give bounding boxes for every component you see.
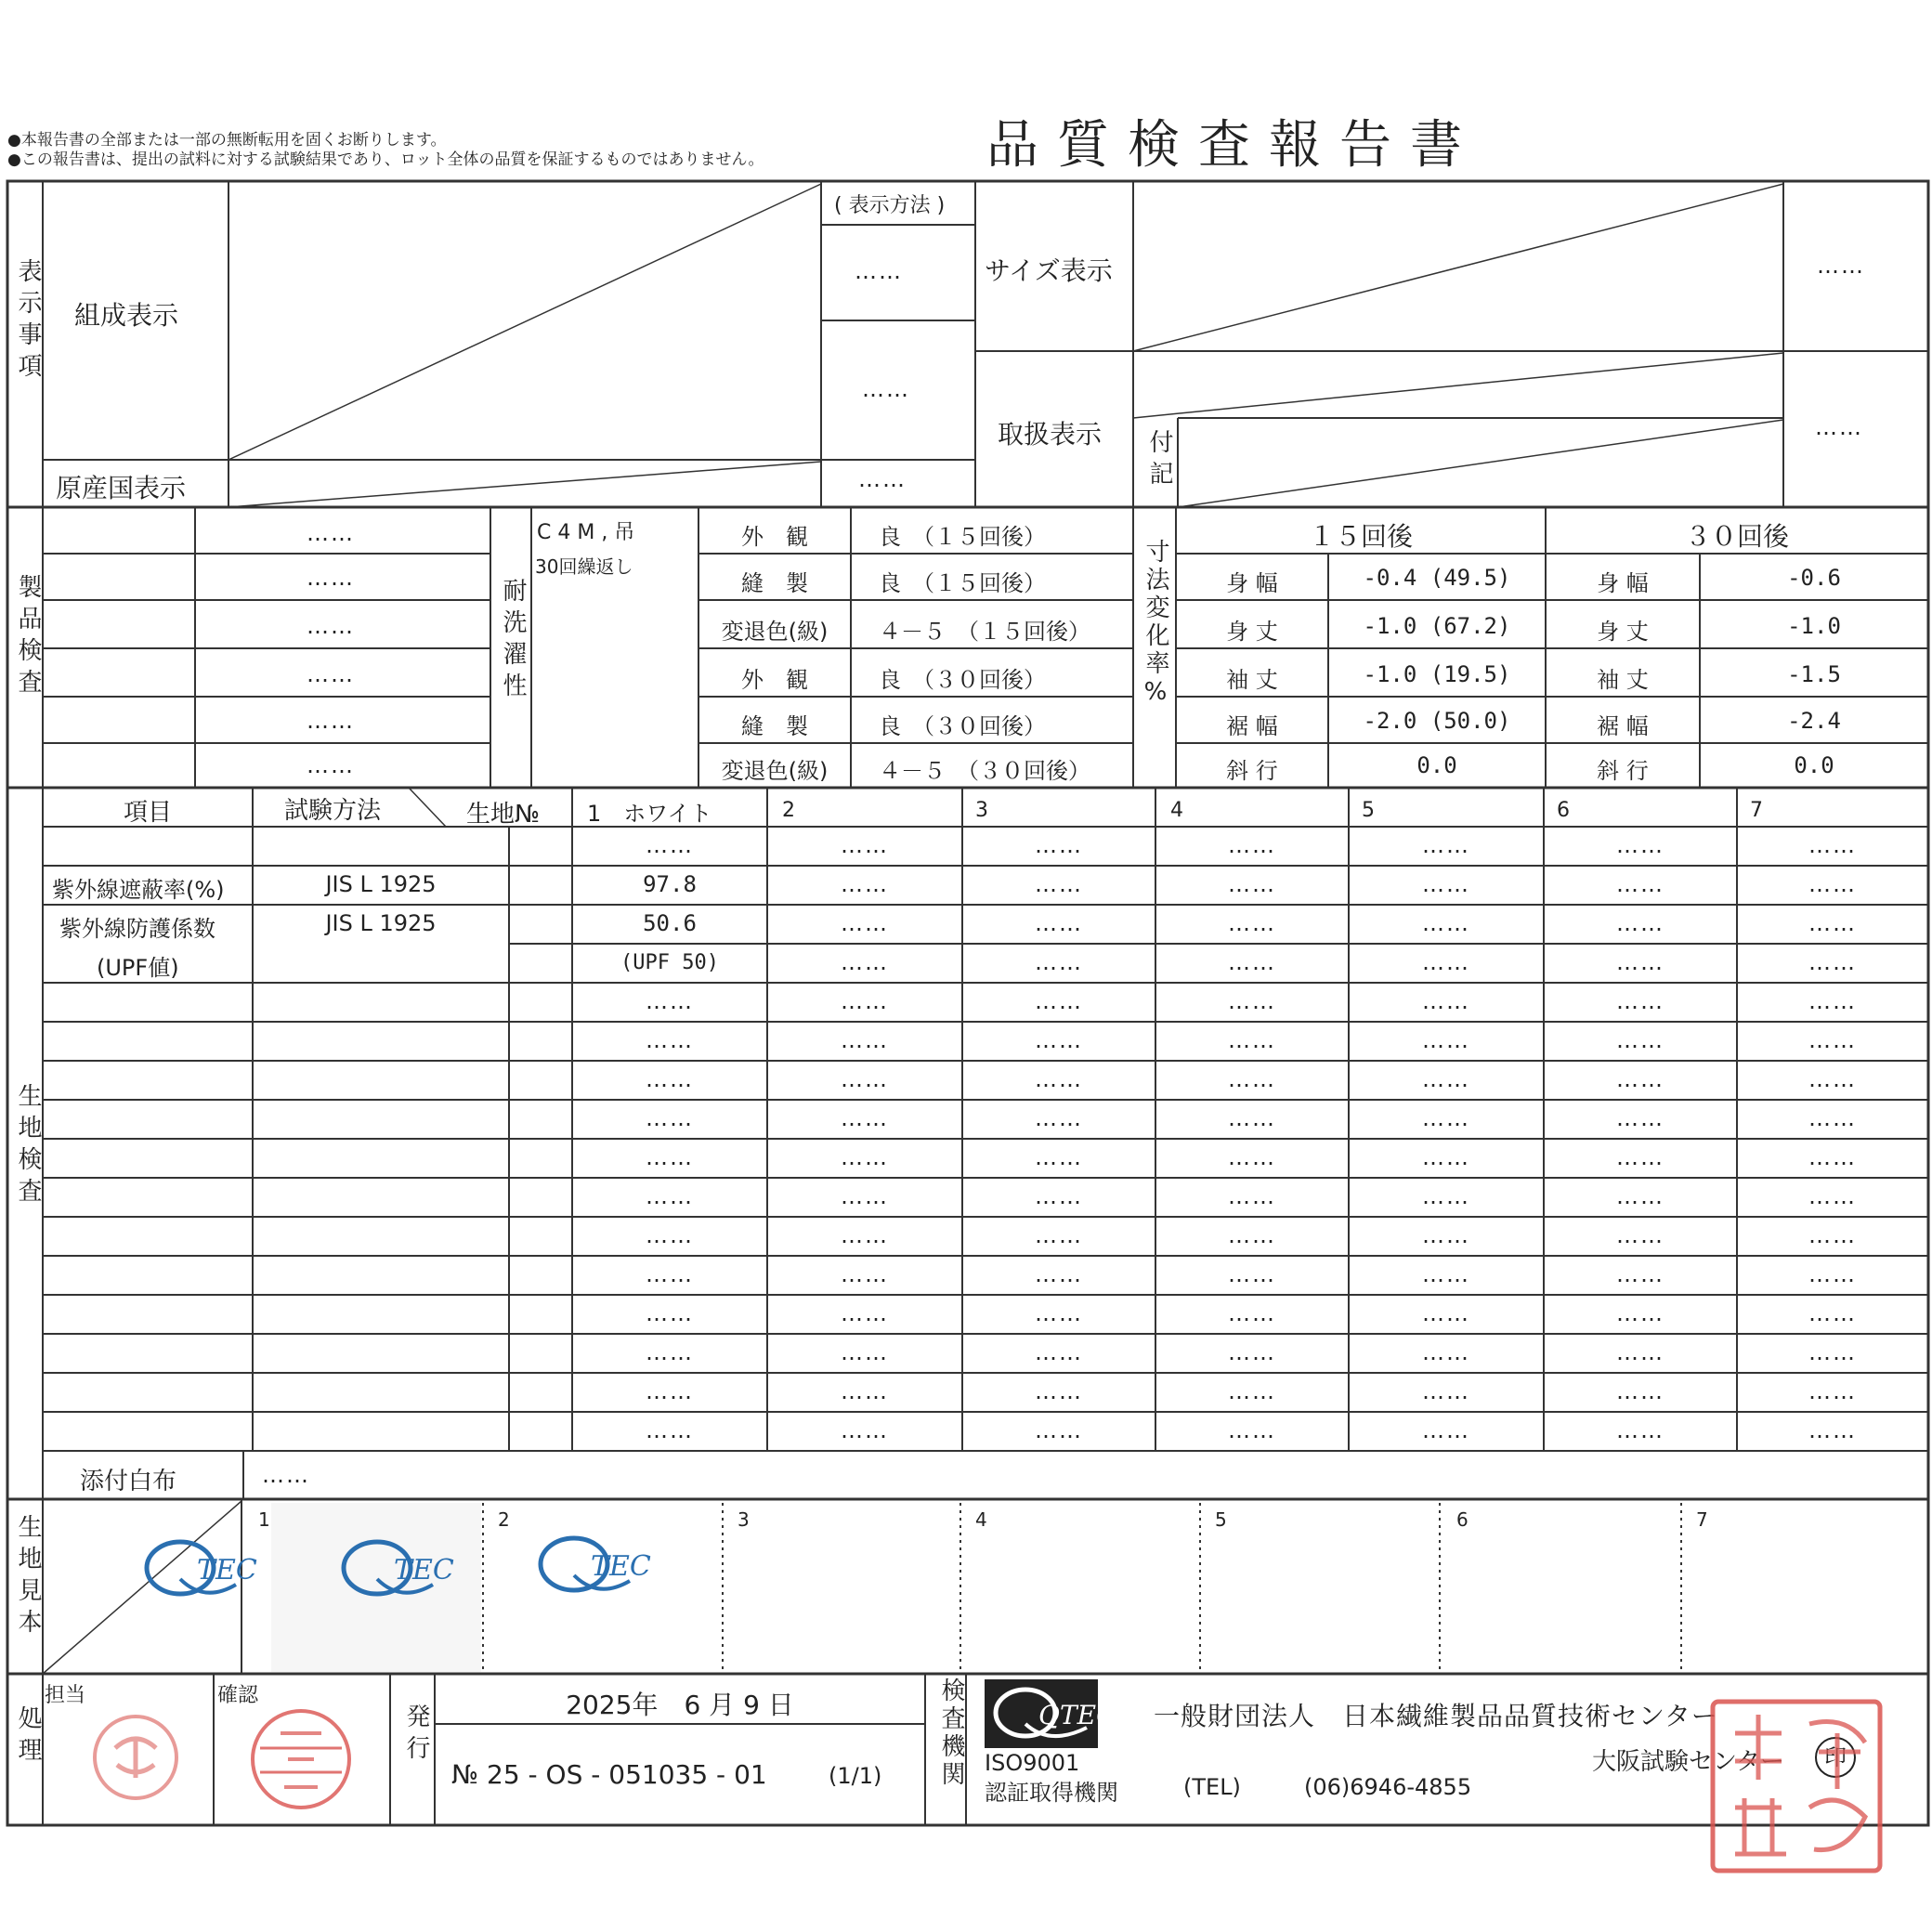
origin-label: 原産国表示	[56, 473, 187, 503]
fabric-result-cell: ……	[1808, 910, 1857, 936]
uv-shielding-value: 97.8	[643, 871, 697, 897]
fabric-result-cell: ……	[1228, 1300, 1276, 1326]
sample-col-2: 2	[498, 1508, 510, 1531]
fabric-result-cell: ……	[841, 1339, 889, 1365]
fabric-result-cell: ……	[1616, 1144, 1664, 1170]
fabric-result-cell: ……	[841, 910, 889, 936]
notice-line-1: ●本報告書の全部または一部の無断転用を固くお断りします。	[7, 131, 447, 150]
fabric-result-cell: ……	[1422, 988, 1470, 1014]
fabric-result-cell: ……	[1616, 1417, 1664, 1443]
dim-name-30-5: 斜 行	[1597, 758, 1649, 784]
dim-name-15-1: 身 幅	[1226, 570, 1278, 596]
fabric-result-cell: ……	[1808, 1261, 1857, 1287]
product-dots-2: ……	[307, 565, 355, 591]
wash-result-6: ４－５ （３０回後）	[879, 758, 1090, 784]
fabric-result-cell: ……	[1035, 1261, 1083, 1287]
product-dots-1: ……	[307, 520, 355, 546]
fabric-result-cell: ……	[1616, 1105, 1664, 1131]
fabric-result-cell: ……	[1035, 871, 1083, 897]
fabric-result-cell: ……	[1228, 1144, 1276, 1170]
qtec-logo-mark-3	[533, 1527, 651, 1601]
fabric-result-cell: ……	[646, 1339, 694, 1365]
fabric-result-cell: ……	[1616, 949, 1664, 975]
page-title: 品質検査報告書	[986, 115, 1481, 176]
fabric-col-5: 5	[1362, 799, 1375, 822]
svg-text:TEC: TEC	[591, 1550, 651, 1583]
fabric-result-cell: ……	[1228, 1105, 1276, 1131]
fabric-result-cell: ……	[1035, 1417, 1083, 1443]
fabric-result-cell: ……	[1035, 832, 1083, 858]
fabric-section-label: 生地検査	[14, 1083, 42, 1209]
fabric-result-cell: ……	[1035, 1222, 1083, 1248]
fabric-result-cell: ……	[646, 1144, 694, 1170]
after-15-label: １５回後	[1308, 521, 1413, 552]
dim-value-30-5: 0.0	[1794, 752, 1834, 778]
fabric-result-cell: ……	[841, 1261, 889, 1287]
fabric-result-cell: ……	[1616, 988, 1664, 1014]
fabric-result-cell: ……	[841, 1144, 889, 1170]
col-item: 項目	[123, 799, 172, 827]
fabric-result-cell: ……	[841, 1378, 889, 1404]
dim-value-30-3: -1.5	[1787, 661, 1841, 687]
fabric-result-cell: ……	[1808, 1222, 1857, 1248]
qtec-logo-mark-1	[139, 1531, 257, 1605]
composition-label: 組成表示	[74, 300, 179, 331]
fabric-result-cell: ……	[1228, 1066, 1276, 1092]
wash-condition-2: 30回繰返し	[535, 555, 633, 578]
fabric-col-1: 1 ホワイト	[587, 801, 712, 827]
fabric-result-cell: ……	[1808, 1144, 1857, 1170]
dim-value-15-3: -1.0 (19.5)	[1363, 661, 1511, 687]
method-value-1: ……	[855, 258, 903, 284]
fabric-result-cell: ……	[1616, 1339, 1664, 1365]
fabric-result-cell: ……	[1422, 871, 1470, 897]
method-value-2: ……	[862, 376, 910, 402]
sample-col-3: 3	[738, 1508, 750, 1531]
fabric-result-cell: ……	[1808, 1300, 1857, 1326]
product-dots-3: ……	[307, 613, 355, 639]
fabric-result-cell: ……	[1422, 1417, 1470, 1443]
notice-line-2: ●この報告書は、提出の試料に対する試験結果であり、ロット全体の品質を保証するものではありません。	[7, 150, 764, 169]
wash-item-6: 変退色(級)	[721, 758, 829, 784]
fabric-col-3: 3	[975, 799, 988, 822]
fabric-result-cell: ……	[646, 1378, 694, 1404]
fabric-result-cell: ……	[1808, 1105, 1857, 1131]
iso-label: ISO9001	[985, 1750, 1080, 1776]
upf-label: 紫外線防護係数	[59, 916, 215, 942]
dim-name-30-4: 裾 幅	[1597, 713, 1649, 739]
org-name: 一般財団法人 日本繊維製品品質技術センター	[1154, 1701, 1718, 1731]
fabric-result-cell: ……	[646, 1105, 694, 1131]
fabric-col-6: 6	[1557, 799, 1570, 822]
wash-result-5: 良 （３０回後）	[879, 713, 1046, 739]
fabric-result-cell: ……	[1035, 1183, 1083, 1209]
after-30-label: ３０回後	[1684, 521, 1789, 552]
sample-col-7: 7	[1696, 1508, 1708, 1531]
dim-name-15-5: 斜 行	[1226, 758, 1278, 784]
fabric-result-cell: ……	[646, 1300, 694, 1326]
fabric-result-cell: ……	[1228, 988, 1276, 1014]
fabric-result-cell: ……	[1422, 1183, 1470, 1209]
fabric-result-cell: ……	[646, 1027, 694, 1053]
fabric-result-cell: ……	[1422, 910, 1470, 936]
wash-item-3: 変退色(級)	[721, 619, 829, 645]
organization-seal-stamp	[1707, 1696, 1893, 1882]
svg-text:TEC: TEC	[197, 1554, 257, 1586]
org-label: 検査機関	[937, 1677, 965, 1789]
fabric-result-cell: ……	[1035, 988, 1083, 1014]
fabric-result-cell: ……	[1808, 949, 1857, 975]
col-fabric-no: 生地№	[466, 801, 541, 829]
wash-item-4: 外 観	[741, 667, 808, 693]
sample-col-1: 1	[258, 1508, 270, 1531]
iso-note: 認証取得機関	[985, 1780, 1118, 1806]
fabric-col-2: 2	[782, 799, 795, 822]
fabric-result-cell: ……	[646, 988, 694, 1014]
fabric-result-cell: ……	[841, 871, 889, 897]
confirm-label: 確認	[217, 1684, 259, 1707]
fabric-result-cell: ……	[841, 1027, 889, 1053]
display-method-label: ( 表示方法 )	[834, 194, 946, 217]
fabric-result-cell: ……	[841, 1417, 889, 1443]
fabric-result-cell: ……	[1422, 1339, 1470, 1365]
product-dots-5: ……	[307, 708, 355, 734]
product-dots-4: ……	[307, 661, 355, 687]
qtec-logo-mark-2	[336, 1531, 454, 1605]
care-label: 取扱表示	[998, 419, 1103, 450]
fabric-result-cell: ……	[1808, 988, 1857, 1014]
sample-col-6: 6	[1456, 1508, 1469, 1531]
branch-name: 大阪試験センター	[1592, 1748, 1784, 1776]
qtec-logo-badge	[985, 1679, 1116, 1748]
fabric-col-7: 7	[1750, 799, 1763, 822]
labeling-section-label: 表示事項	[14, 258, 42, 385]
fabric-result-cell: ……	[1616, 1222, 1664, 1248]
dim-value-15-1: -0.4 (49.5)	[1363, 565, 1511, 591]
attached-cloth-label: 添付白布	[80, 1468, 177, 1495]
fabric-result-cell: ……	[1422, 1261, 1470, 1287]
confirm-seal-stamp	[247, 1705, 355, 1813]
fabric-result-cell: ……	[841, 832, 889, 858]
fabric-result-cell: ……	[1808, 1066, 1857, 1092]
fabric-result-cell: ……	[1616, 832, 1664, 858]
wash-resistance-label: 耐洗濯性	[499, 578, 527, 704]
fabric-result-cell: ……	[1616, 1183, 1664, 1209]
tel-number: (06)6946-4855	[1304, 1774, 1472, 1800]
upf-label-2: (UPF値)	[97, 955, 179, 981]
fabric-result-cell: ……	[1808, 1417, 1857, 1443]
svg-text:QTEC: QTEC	[1038, 1700, 1116, 1730]
dim-value-30-4: -2.4	[1787, 708, 1841, 734]
staff-seal-stamp	[89, 1711, 182, 1804]
fabric-result-cell: ……	[1422, 832, 1470, 858]
appendix-label: 付記	[1145, 429, 1173, 492]
issue-date: 2025年 6 月 9 日	[566, 1690, 794, 1720]
uv-shielding-method: JIS L 1925	[325, 871, 437, 897]
fabric-result-cell: ……	[1228, 1222, 1276, 1248]
fabric-result-cell: ……	[1228, 910, 1276, 936]
fabric-result-cell: ……	[646, 832, 694, 858]
dim-name-15-2: 身 丈	[1226, 619, 1278, 645]
fabric-result-cell: ……	[1422, 1144, 1470, 1170]
fabric-result-cell: ……	[1228, 1339, 1276, 1365]
fabric-result-cell: ……	[1422, 1027, 1470, 1053]
wash-condition-1: C 4 M , 吊	[537, 521, 635, 544]
fabric-result-cell: ……	[1035, 949, 1083, 975]
fabric-result-cell: ……	[1808, 832, 1857, 858]
dimension-change-label: 寸法変化率%	[1142, 539, 1169, 710]
dim-value-30-1: -0.6	[1787, 565, 1841, 591]
fabric-result-cell: ……	[1616, 1066, 1664, 1092]
dim-name-15-4: 裾 幅	[1226, 713, 1278, 739]
fabric-result-cell: ……	[841, 1222, 889, 1248]
dim-value-15-4: -2.0 (50.0)	[1363, 708, 1511, 734]
fabric-result-cell: ……	[1616, 910, 1664, 936]
svg-text:TEC: TEC	[394, 1554, 454, 1586]
upf-value: 50.6	[643, 910, 697, 936]
fabric-result-cell: ……	[1808, 1183, 1857, 1209]
fabric-col-4: 4	[1170, 799, 1183, 822]
fabric-result-cell: ……	[1035, 1144, 1083, 1170]
fabric-result-cell: ……	[1422, 1222, 1470, 1248]
fabric-result-cell: ……	[1422, 1105, 1470, 1131]
dim-name-30-1: 身 幅	[1597, 570, 1649, 596]
fabric-result-cell: ……	[841, 949, 889, 975]
fabric-result-cell: ……	[1035, 1027, 1083, 1053]
fabric-result-cell: ……	[1616, 1300, 1664, 1326]
fabric-result-cell: ……	[1808, 871, 1857, 897]
fabric-result-cell: ……	[1808, 1027, 1857, 1053]
wash-result-3: ４－５ （１５回後）	[879, 619, 1090, 645]
fabric-result-cell: ……	[1035, 1105, 1083, 1131]
size-value: ……	[1817, 253, 1865, 279]
fabric-result-cell: ……	[1035, 1339, 1083, 1365]
fabric-result-cell: ……	[1422, 1378, 1470, 1404]
report-page: (1/1)	[829, 1763, 882, 1789]
fabric-result-cell: ……	[1616, 871, 1664, 897]
wash-result-2: 良 （１５回後）	[879, 570, 1046, 596]
fabric-result-cell: ……	[1035, 1300, 1083, 1326]
sample-col-5: 5	[1215, 1508, 1227, 1531]
fabric-result-cell: ……	[646, 1222, 694, 1248]
fabric-result-cell: ……	[1422, 1066, 1470, 1092]
issue-label: 発行	[402, 1704, 430, 1767]
seal-mark: 印	[1815, 1737, 1856, 1778]
fabric-result-cell: ……	[1228, 871, 1276, 897]
dim-name-30-3: 袖 丈	[1597, 667, 1649, 693]
fabric-result-cell: ……	[1422, 949, 1470, 975]
fabric-result-cell: ……	[1616, 1027, 1664, 1053]
fabric-result-cell: ……	[1616, 1261, 1664, 1287]
method-value-3: ……	[858, 466, 907, 492]
wash-item-2: 縫 製	[741, 570, 808, 596]
sample-section-label: 生地見本	[14, 1514, 42, 1640]
dim-name-15-3: 袖 丈	[1226, 667, 1278, 693]
dim-value-15-5: 0.0	[1416, 752, 1457, 778]
uv-shielding-label: 紫外線遮蔽率(%)	[52, 877, 225, 903]
dim-value-15-2: -1.0 (67.2)	[1363, 613, 1511, 639]
product-section-label: 製品検査	[14, 574, 42, 700]
fabric-result-cell: ……	[1228, 832, 1276, 858]
sample-col-4: 4	[975, 1508, 987, 1531]
fabric-result-cell: ……	[1228, 1417, 1276, 1443]
dim-value-30-2: -1.0	[1787, 613, 1841, 639]
fabric-result-cell: ……	[841, 1066, 889, 1092]
product-dots-6: ……	[307, 752, 355, 778]
col-test-method: 試験方法	[284, 797, 382, 825]
fabric-result-cell: ……	[1808, 1378, 1857, 1404]
fabric-result-cell: ……	[1616, 1378, 1664, 1404]
fabric-result-cell: ……	[646, 1066, 694, 1092]
fabric-result-cell: ……	[1228, 1261, 1276, 1287]
fabric-result-cell: ……	[1035, 910, 1083, 936]
fabric-result-cell: ……	[841, 1183, 889, 1209]
fabric-result-cell: ……	[1228, 1027, 1276, 1053]
care-value: ……	[1815, 414, 1863, 440]
wash-item-5: 縫 製	[741, 713, 808, 739]
wash-result-1: 良 （１５回後）	[879, 524, 1046, 550]
upf-value-2: (UPF 50)	[620, 951, 719, 974]
fabric-result-cell: ……	[1808, 1339, 1857, 1365]
wash-item-1: 外 観	[741, 524, 808, 550]
report-number: № 25 - OS - 051035 - 01	[451, 1759, 767, 1790]
fabric-result-cell: ……	[646, 1183, 694, 1209]
fabric-result-cell: ……	[1035, 1378, 1083, 1404]
fabric-result-cell: ……	[841, 988, 889, 1014]
fabric-result-cell: ……	[841, 1300, 889, 1326]
fabric-result-cell: ……	[646, 1417, 694, 1443]
fabric-result-cell: ……	[1035, 1066, 1083, 1092]
wash-result-4: 良 （３０回後）	[879, 667, 1046, 693]
size-label: サイズ表示	[985, 255, 1113, 286]
fabric-result-cell: ……	[1228, 1378, 1276, 1404]
fabric-result-cell: ……	[1422, 1300, 1470, 1326]
staff-label: 担当	[45, 1684, 86, 1707]
fabric-result-cell: ……	[646, 1261, 694, 1287]
tel-label: (TEL)	[1183, 1774, 1241, 1800]
fabric-result-cell: ……	[841, 1105, 889, 1131]
dim-name-30-2: 身 丈	[1597, 619, 1649, 645]
upf-method: JIS L 1925	[325, 910, 437, 936]
fabric-result-cell: ……	[1228, 949, 1276, 975]
fabric-result-cell: ……	[1228, 1183, 1276, 1209]
attached-cloth-value: ……	[262, 1462, 310, 1488]
process-label: 処理	[14, 1705, 42, 1769]
